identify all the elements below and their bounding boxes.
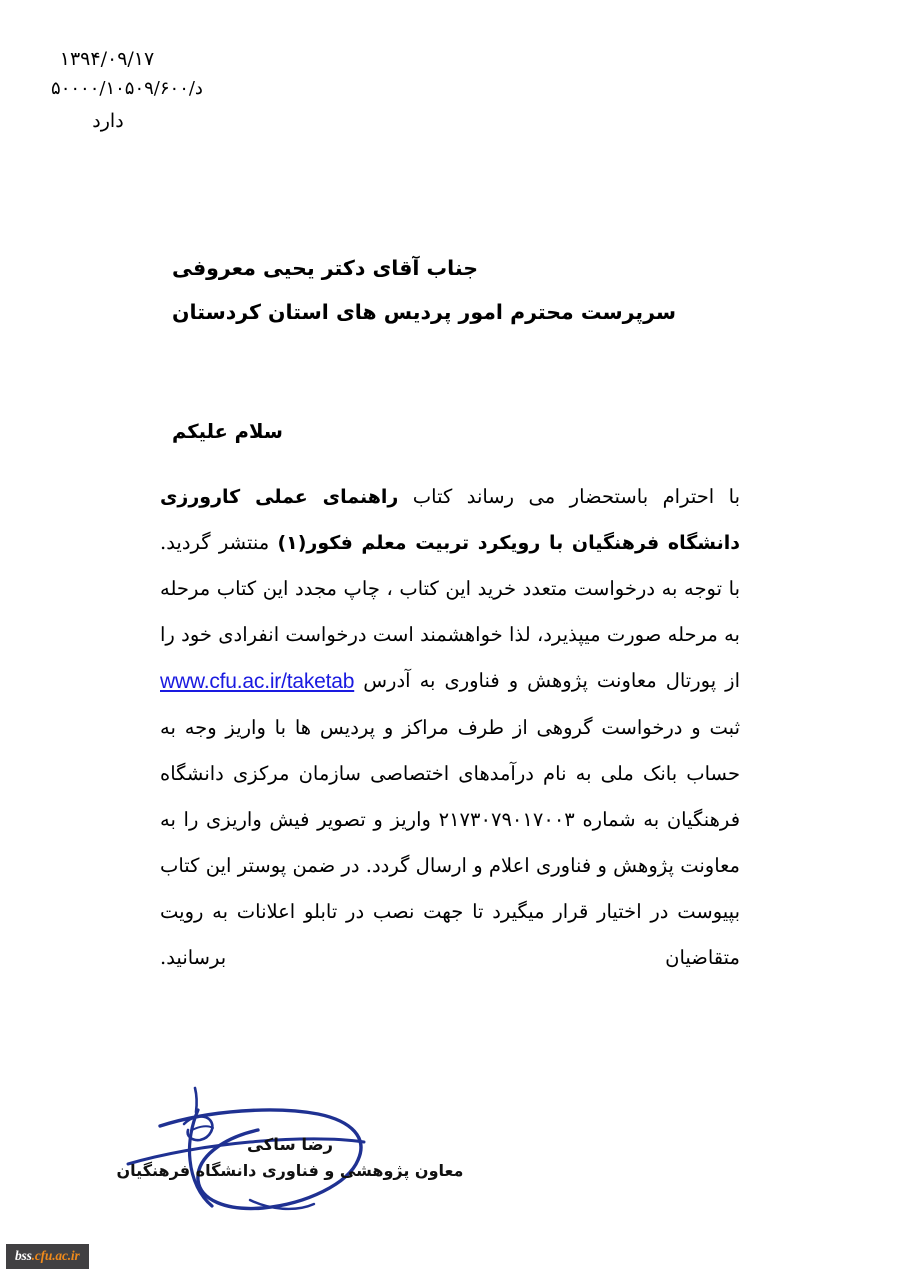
letter-attachment-note: دارد: [92, 110, 124, 132]
salutation: سلام علیکم: [172, 420, 283, 443]
signer-name: رضا ساکی: [246, 1135, 334, 1154]
signer-role: معاون پژوهشی و فناوری دانشگاه فرهنگیان: [116, 1161, 464, 1180]
letter-reference-number: د/۵۰۰۰۰/۱۰۵۰۹/۶۰۰: [51, 78, 203, 99]
addressee-title: سرپرست محترم امور پردیس های استان کردستان: [172, 300, 677, 324]
bank-account-number: ۲۱۷۳۰۷۹۰۱۷۰۰۳: [438, 808, 575, 831]
addressee-block: [0, 246, 900, 334]
body-paragraph: [160, 474, 740, 981]
body-segment-intro: با احترام باستحضار می رساند کتاب: [398, 485, 741, 508]
body-segment-middle: منتشر گردید. با توجه به درخواست متعدد خرید این کتاب ، چاپ مجدد این کتاب مرحله به مرحله صورت میپذیرد، لذا خواهشمند است درخواست انفرادی خود را از پورتال معاونت پژوهش و فناوری به آدرس: [160, 531, 740, 692]
signature-names: [100, 1132, 480, 1184]
portal-url-link[interactable]: www.cfu.ac.ir/taketab: [160, 670, 355, 693]
watermark-badge: [6, 1244, 89, 1269]
body-segment-closing: واریز و تصویر فیش واریزی را به معاونت پژوهش و فناوری اعلام و ارسال گردد. در ضمن پوستر این کتاب بپیوست در اختیار قرار میگیرد تا جهت نصب در تابلو اعلانات به رویت متقاضیان برسانید.: [160, 808, 740, 969]
letter-date: ۱۳۹۴/۰۹/۱۷: [59, 48, 155, 70]
letter-body: [160, 474, 740, 981]
signature-block: [100, 1080, 480, 1220]
body-segment-book-title: راهنمای عملی کارورزی دانشگاه فرهنگیان با رویکرد تربیت معلم فکور(۱): [160, 486, 741, 554]
body-segment-account-intro: ثبت و درخواست گروهی از طرف مراکز و پردیس ها با واریز وجه به حساب بانک ملی به نام درآمدهای اختصاصی سازمان مرکزی دانشگاه فرهنگیان به شماره: [160, 716, 741, 831]
watermark-domain: .cfu.ac.ir: [31, 1248, 80, 1263]
watermark-prefix: bss: [15, 1248, 32, 1263]
addressee-name: جناب آقای دکتر یحیی معروفی: [172, 256, 478, 280]
letter-header: [0, 44, 220, 136]
